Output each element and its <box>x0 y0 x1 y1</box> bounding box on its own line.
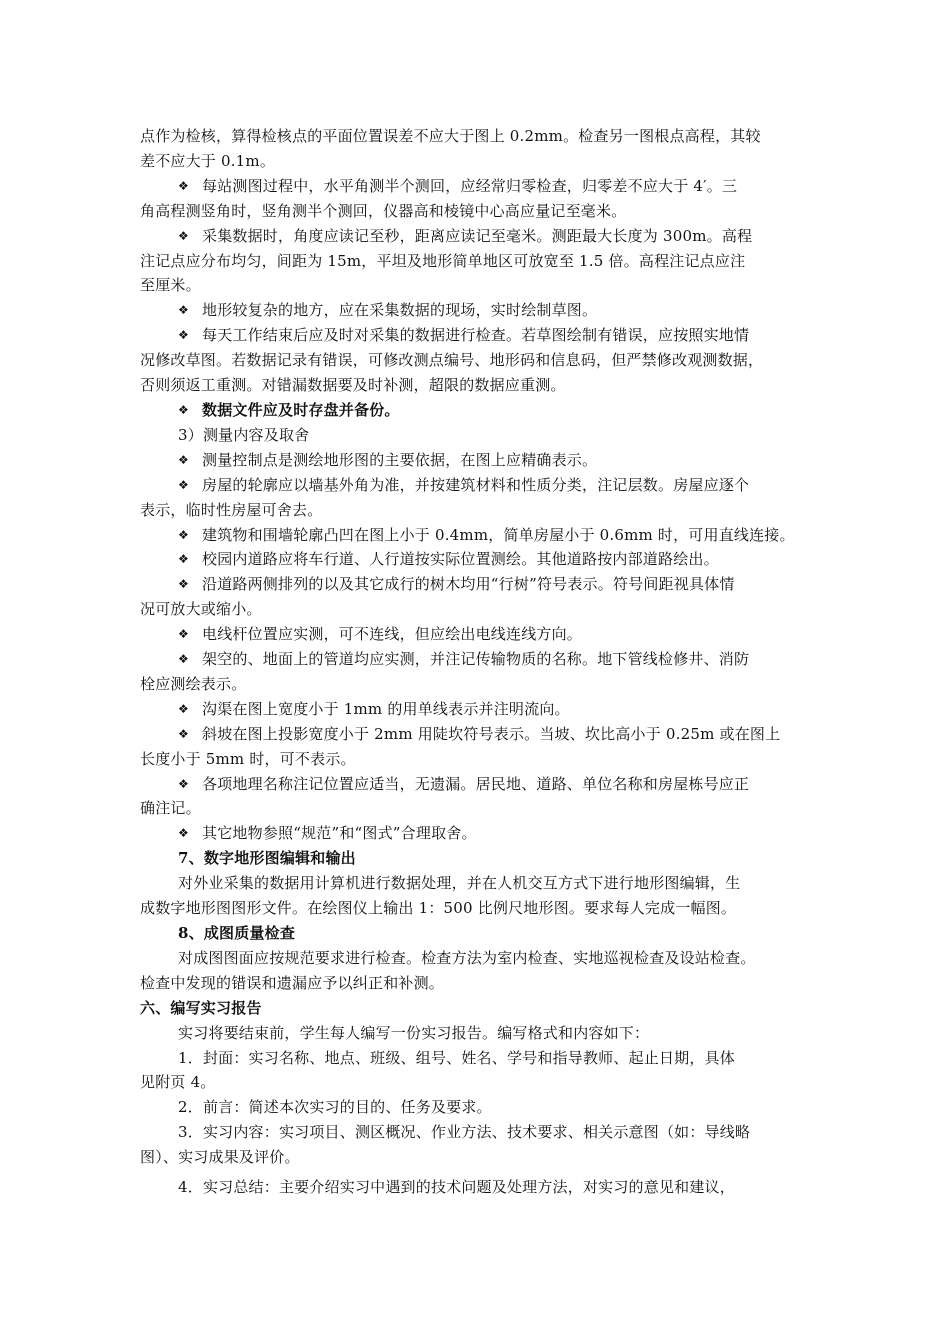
line-text: 校园内道路应将车行道、人行道按实际位置测绘。其他道路按内部道路绘出。 <box>202 550 719 569</box>
text-line <box>140 498 815 523</box>
line-text: 差不应大于 0.1m。 <box>140 151 276 170</box>
line-text: 对成图图面应按规范要求进行检查。检查方法为室内检查、实地巡视检查及设站检查。 <box>178 948 756 967</box>
diamond-bullet-icon: ❖ <box>178 452 189 467</box>
diamond-bullet-icon: ❖ <box>178 652 189 667</box>
text-line <box>140 896 815 921</box>
diamond-bullet-icon: ❖ <box>178 477 189 492</box>
line-text: 房屋的轮廓应以墙基外角为准，并按建筑材料和性质分类，注记层数。房屋应逐个 <box>202 475 750 494</box>
line-text: 图）、实习成果及评价。 <box>140 1148 300 1167</box>
line-text: 否则须返工重测。对错漏数据要及时补测，超限的数据应重测。 <box>140 376 566 395</box>
line-text: 表示，临时性房屋可舍去。 <box>140 500 323 519</box>
line-text: 检查中发现的错误和遗漏应予以纠正和补测。 <box>140 973 445 992</box>
diamond-bullet-icon: ❖ <box>178 178 189 193</box>
diamond-bullet-icon: ❖ <box>178 527 189 542</box>
line-text: 至厘米。 <box>140 276 201 295</box>
text-line <box>140 273 815 298</box>
line-text: 电线杆位置应实测，可不连线，但应绘出电线连线方向。 <box>202 625 583 644</box>
bullet-paragraph-line <box>140 473 815 498</box>
line-text: 架空的、地面上的管道均应实测，并注记传输物质的名称。地下管线检修井、消防 <box>202 650 750 669</box>
bullet-paragraph-line <box>140 224 815 249</box>
diamond-bullet-icon: ❖ <box>178 627 189 642</box>
line-text: 见附页 4。 <box>140 1073 216 1092</box>
bullet-paragraph-line <box>140 523 815 548</box>
line-text: 各项地理名称注记位置应适当，无遗漏。居民地、道路、单位名称和房屋栋号应正 <box>202 774 750 793</box>
line-text: 成数字地形图图形文件。在绘图仪上输出 1：500 比例尺地形图。要求每人完成一幅图。 <box>140 899 737 918</box>
bullet-paragraph-line <box>140 448 815 473</box>
text-line <box>140 373 815 398</box>
line-text: 测量控制点是测绘地形图的主要依据，在图上应精确表示。 <box>202 450 598 469</box>
text-line <box>140 149 815 174</box>
text-line <box>140 871 815 896</box>
diamond-bullet-icon: ❖ <box>178 303 189 318</box>
line-text: 4．实习总结：主要介绍实习中遇到的技术问题及处理方法，对实习的意见和建议， <box>178 1178 735 1197</box>
bullet-paragraph-line <box>140 174 815 199</box>
text-line <box>140 796 815 821</box>
bullet-paragraph-line <box>140 572 815 597</box>
diamond-bullet-icon: ❖ <box>178 402 189 417</box>
line-text: 实习将要结束前，学生每人编写一份实习报告。编写格式和内容如下： <box>178 1023 650 1042</box>
text-line <box>140 249 815 274</box>
bullet-paragraph-line <box>140 772 815 797</box>
text-line <box>140 672 815 697</box>
line-text: 角高程测竖角时，竖角测半个测回，仪器高和棱镜中心高应量记至毫米。 <box>140 201 627 220</box>
bullet-paragraph-line <box>140 323 815 348</box>
diamond-bullet-icon: ❖ <box>178 552 189 567</box>
text-line <box>140 1046 815 1071</box>
bullet-paragraph-line <box>140 622 815 647</box>
text-line <box>140 971 815 996</box>
line-text: 点作为检核，算得检核点的平面位置误差不应大于图上 0.2mm。检查另一图根点高程，其较 <box>140 127 761 145</box>
text-line <box>140 1070 815 1095</box>
diamond-bullet-icon: ❖ <box>178 228 189 243</box>
line-text: 每天工作结束后应及时对采集的数据进行检查。若草图绘制有错误，应按照实地情 <box>202 326 750 345</box>
line-text: 栓应测绘表示。 <box>140 674 247 693</box>
line-text: 六、编写实习报告 <box>140 998 262 1017</box>
section-heading <box>140 996 815 1021</box>
line-text: 地形较复杂的地方，应在采集数据的现场，实时绘制草图。 <box>202 301 598 320</box>
line-text: 2．前言：简述本次实习的目的、任务及要求。 <box>178 1098 492 1117</box>
bullet-paragraph-line <box>140 547 815 572</box>
line-text: 其它地物参照“规范”和“图式”合理取舍。 <box>202 824 477 843</box>
text-line <box>140 1145 815 1170</box>
line-text: 斜坡在图上投影宽度小于 2mm 用陡坎符号表示。当坡、坎比高小于 0.25m 或在图上 <box>202 724 781 743</box>
line-text: 沟渠在图上宽度小于 1mm 的用单线表示并注明流向。 <box>202 699 570 718</box>
diamond-bullet-icon: ❖ <box>178 826 189 841</box>
bullet-paragraph-line <box>140 697 815 722</box>
text-line <box>140 1095 815 1120</box>
text-line <box>140 423 815 448</box>
text-line <box>140 946 815 971</box>
section-heading <box>140 846 815 871</box>
text-line <box>140 1175 815 1200</box>
line-text: 采集数据时，角度应读记至秒，距离应读记至毫米。测距最大长度为 300m。高程 <box>202 226 753 245</box>
text-line <box>140 597 815 622</box>
text-line <box>140 747 815 772</box>
text-line <box>140 348 815 373</box>
diamond-bullet-icon: ❖ <box>178 577 189 592</box>
line-text: 对外业采集的数据用计算机进行数据处理，并在人机交互方式下进行地形图编辑，生 <box>178 874 741 893</box>
line-text: 8、成图质量检查 <box>178 924 296 942</box>
line-text: 每站测图过程中，水平角测半个测回，应经常归零检查，归零差不应大于 4′。三 <box>202 176 738 195</box>
bullet-paragraph-line <box>140 398 815 423</box>
line-text: 确注记。 <box>140 799 201 818</box>
line-text: 数据文件应及时存盘并备份。 <box>202 400 400 419</box>
line-text: 3．实习内容：实习项目、测区概况、作业方法、技术要求、相关示意图（如：导线略 <box>178 1123 751 1142</box>
line-text: 注记点应分布均匀，间距为 15m，平坦及地形简单地区可放宽至 1.5 倍。高程注记点应注 <box>140 251 746 270</box>
line-text: 沿道路两侧排列的以及其它成行的树木均用“行树”符号表示。符号间距视具体情 <box>202 575 735 594</box>
line-text: 况可放大或缩小。 <box>140 600 262 619</box>
diamond-bullet-icon: ❖ <box>178 701 189 716</box>
diamond-bullet-icon: ❖ <box>178 726 189 741</box>
text-line <box>140 199 815 224</box>
document-body <box>140 124 815 1200</box>
text-line <box>140 1021 815 1046</box>
line-text: 况修改草图。若数据记录有错误，可修改测点编号、地形码和信息码，但严禁修改观测数据， <box>140 351 764 370</box>
bullet-paragraph-line <box>140 298 815 323</box>
text-line <box>140 1120 815 1145</box>
text-line <box>140 124 815 149</box>
bullet-paragraph-line <box>140 647 815 672</box>
line-text: 建筑物和围墙轮廓凸凹在图上小于 0.4mm，简单房屋小于 0.6mm 时，可用直线连接。 <box>202 525 795 544</box>
bullet-paragraph-line <box>140 722 815 747</box>
line-text: 7、数字地形图编辑和输出 <box>178 849 356 868</box>
line-text: 长度小于 5mm 时，可不表示。 <box>140 749 356 768</box>
line-text: 1．封面：实习名称、地点、班级、组号、姓名、学号和指导教师、起止日期，具体 <box>178 1048 735 1067</box>
line-text: 3）测量内容及取舍 <box>178 425 310 444</box>
diamond-bullet-icon: ❖ <box>178 328 189 343</box>
bullet-paragraph-line <box>140 821 815 846</box>
diamond-bullet-icon: ❖ <box>178 776 189 791</box>
section-heading <box>140 921 815 946</box>
